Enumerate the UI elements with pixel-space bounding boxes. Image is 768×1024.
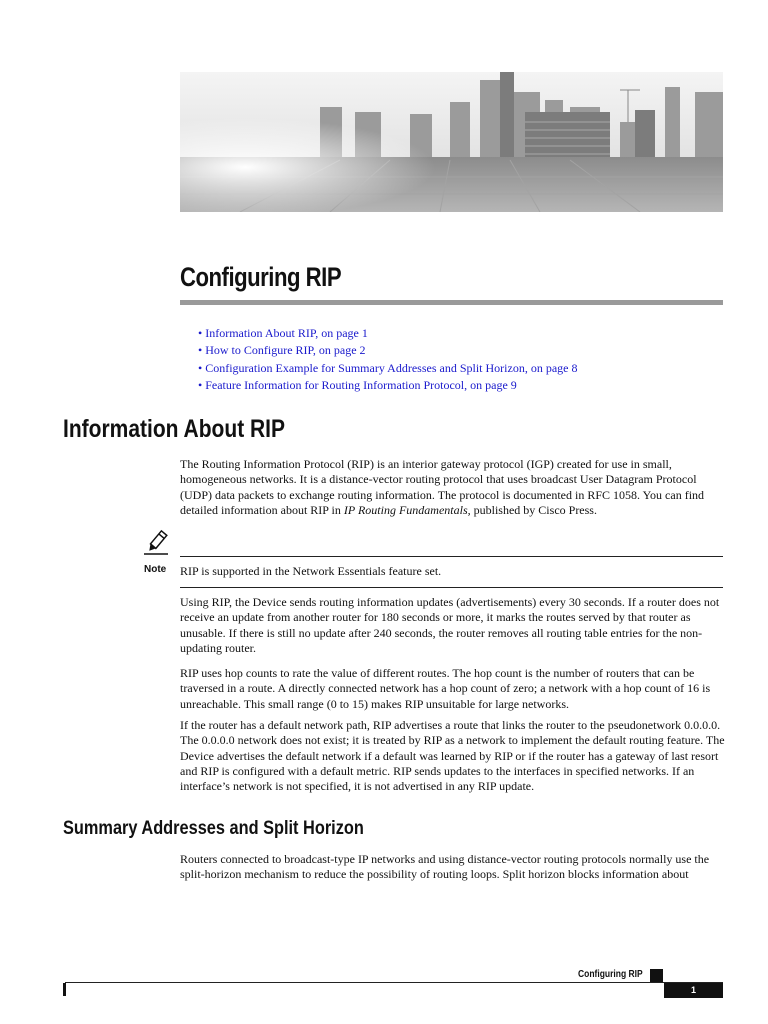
chapter-title: Configuring RIP — [180, 262, 342, 292]
toc-item[interactable] — [198, 360, 577, 377]
toc-link-configuration-example[interactable]: • Configuration Example for Summary Addresses and Split Horizon, on page 8 — [198, 360, 578, 375]
paragraph-hop-counts: RIP uses hop counts to rate the value of different routes. The hop count is the number of routers that can be traversed in a route. A directly connected network has a hop count of zero; a network with a hop count of 16 is unreachable. This small range (0 to 15) makes RIP unsuitable for large networks. — [180, 666, 711, 711]
section-heading-information-about-rip: Information About RIP — [63, 415, 286, 443]
footer-marker-block — [650, 969, 663, 982]
intro-text-end: published by Cisco Press. — [470, 502, 597, 517]
note-rule-bottom — [180, 587, 723, 588]
footer-left-mark — [63, 983, 66, 996]
chapter-banner-image — [180, 72, 723, 212]
page-number: 1 — [664, 983, 723, 998]
note-text: RIP is supported in the Network Essentials feature set. — [180, 564, 442, 578]
footer-chapter-title: Configuring RIP — [578, 969, 643, 980]
intro-text: The Routing Information Protocol (RIP) is an interior gateway protocol (IGP) created for use in small, homogeneous networks. It is a distance-vector routing protocol that uses broadcast User Datagram Protocol (UDP) data packets to exchange routing information. The protocol is documented in RFC 1058. You can find detailed information about RIP in — [180, 457, 705, 517]
chapter-title-rule — [180, 300, 723, 305]
toc-link-feature-information[interactable]: • Feature Information for Routing Information Protocol, on page 9 — [198, 378, 517, 393]
intro-paragraph — [180, 457, 725, 518]
section-heading-summary-addresses: Summary Addresses and Split Horizon — [63, 818, 364, 839]
chapter-toc — [198, 325, 577, 395]
toc-item[interactable] — [198, 342, 577, 359]
note-label: Note — [144, 564, 167, 575]
paragraph-default-route: If the router has a default network path, RIP advertises a route that links the router to the pseudonetwork 0.0.0.0. The 0.0.0.0 network does not exist; it is treated by RIP as a network to implement the default routing feature. The Device advertises the default network if a default was learned by RIP or if the router has a gateway of last resort and RIP is configured with a default metric. RIP sends updates to the interfaces in specified networks. If an interface’s network is not specified, it is not advertised in any RIP update. — [180, 718, 725, 794]
note-rule-top — [180, 556, 723, 557]
intro-book-title: IP Routing Fundamentals, — [343, 502, 471, 517]
paragraph-updates: Using RIP, the Device sends routing information updates (advertisements) every 30 seconds. If a router does not receive an update from another router for 180 seconds or more, it marks the routes served by that router as unusable. If there is still no update after 240 seconds, the router removes all routing table entries for the non-updating router. — [180, 595, 720, 655]
toc-link-how-to-configure-rip[interactable]: • How to Configure RIP, on page 2 — [198, 343, 366, 358]
toc-item[interactable] — [198, 325, 577, 342]
footer-rule — [65, 982, 723, 983]
toc-item[interactable] — [198, 377, 577, 394]
pencil-note-icon — [143, 529, 169, 555]
toc-link-information-about-rip[interactable]: • Information About RIP, on page 1 — [198, 326, 368, 340]
paragraph-split-horizon: Routers connected to broadcast-type IP networks and using distance-vector routing protocols normally use the split-horizon mechanism to reduce the possibility of routing loops. Split horizon blocks information about — [180, 852, 710, 882]
